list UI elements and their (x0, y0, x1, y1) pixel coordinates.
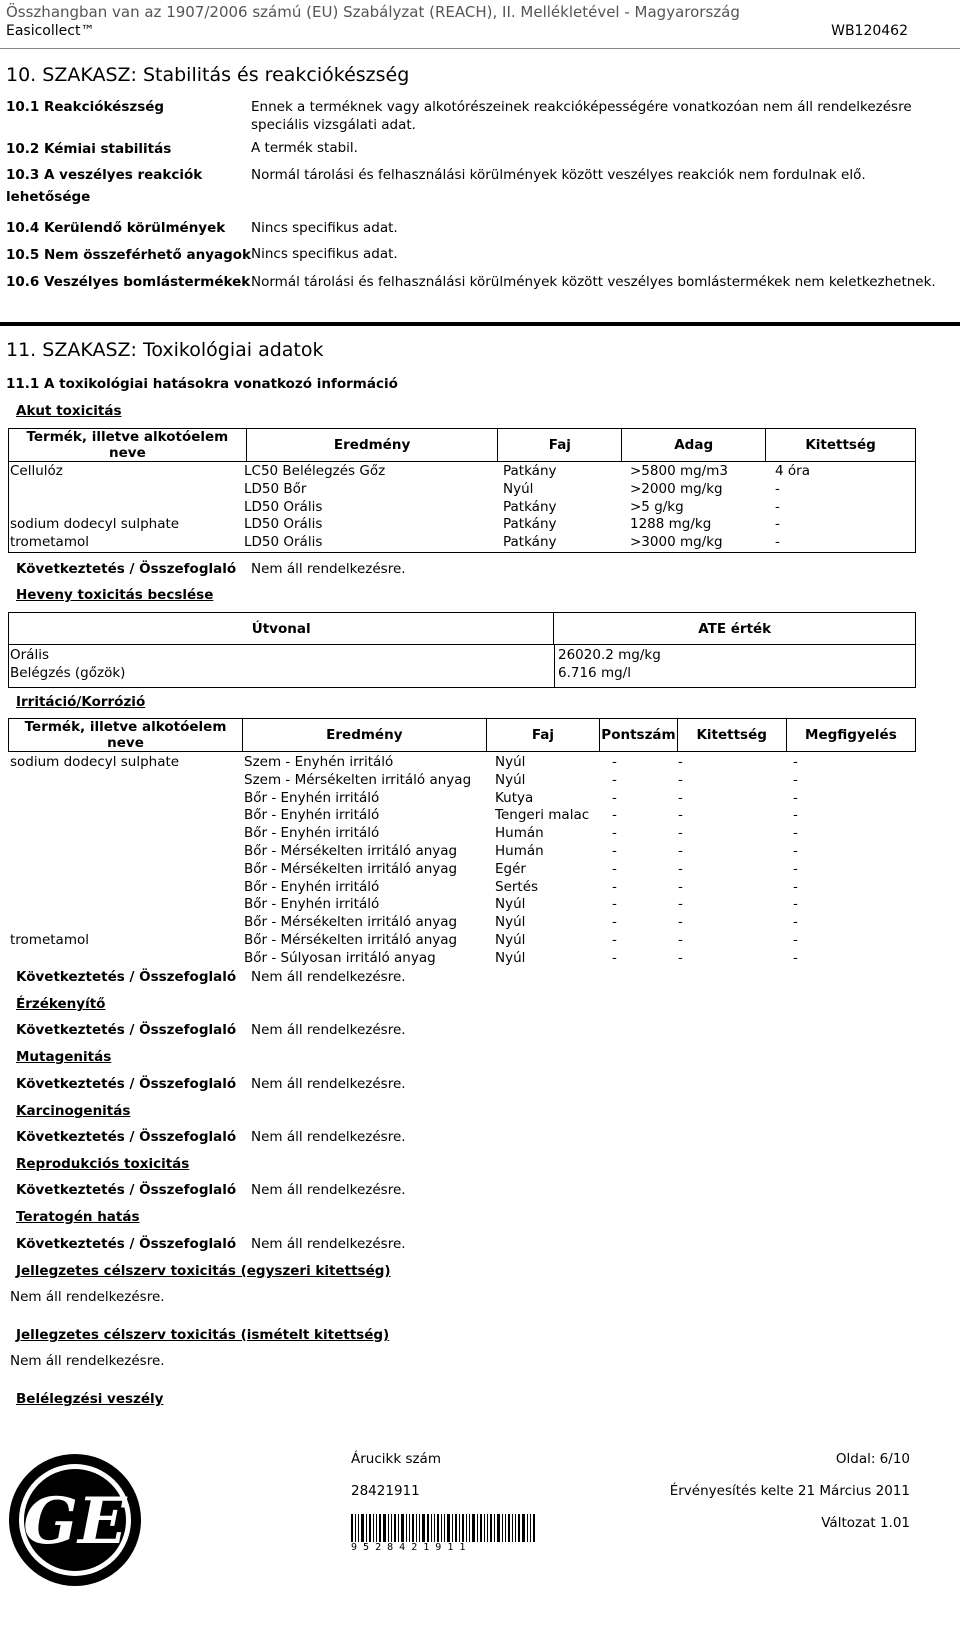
table-cell: Patkány (503, 534, 557, 551)
ate-heading: Heveny toxicitás becslése (16, 587, 214, 603)
reproductive-conclusion-value: Nem áll rendelkezésre. (251, 1182, 406, 1198)
barcode-bar (409, 1514, 410, 1542)
table-cell: Patkány (503, 498, 557, 515)
table-cell: trometamol (10, 931, 89, 948)
table-cell: Humán (495, 825, 544, 842)
table-cell: - (612, 878, 617, 895)
barcode-bar (441, 1514, 442, 1542)
barcode-bar (366, 1514, 367, 1542)
col-header-product: Termék, illetve alkotóelem neve (9, 719, 243, 752)
ate-header-table (8, 612, 916, 645)
ge-logo-icon (6, 1451, 144, 1589)
barcode-bar (477, 1514, 478, 1542)
table-cell (10, 772, 179, 790)
table-cell: - (612, 860, 617, 877)
barcode-bar (358, 1514, 359, 1542)
carcinogenicity-heading: Karcinogenitás (16, 1103, 131, 1119)
barcode-bar (480, 1514, 482, 1542)
s10-6-text: Normál tárolási és felhasználási körülmények között veszélyes bomlástermékek nem keletkezhetnek. (251, 274, 936, 290)
irritation-observation-column (793, 754, 798, 968)
acute-conclusion-label: Következtetés / Összefoglaló (16, 561, 237, 577)
acute-names-column (10, 463, 179, 552)
barcode-bar (527, 1514, 528, 1542)
col-header-result: Eredmény (246, 429, 498, 462)
table-cell: Patkány (503, 516, 557, 533)
version: Változat 1.01 (821, 1515, 910, 1531)
irritation-conclusion-label: Következtetés / Összefoglaló (16, 969, 237, 985)
barcode-bar (533, 1514, 535, 1542)
ate-body-frame (8, 644, 916, 688)
s10-2-text: A termék stabil. (251, 140, 358, 156)
section-10-title: 10. SZAKASZ: Stabilitás és reakciókészség (6, 64, 410, 86)
mutagenicity-conclusion-label: Következtetés / Összefoglaló (16, 1076, 237, 1092)
table-cell: Humán (495, 842, 544, 859)
s10-3-text: Normál tárolási és felhasználási körülmények között veszélyes reakciók nem fordulnak elő. (251, 167, 866, 183)
col-header-ate: ATE érték (554, 613, 916, 645)
barcode-bar (379, 1514, 381, 1542)
table-cell: 1288 mg/kg (630, 516, 712, 533)
table-cell: LD50 Orális (244, 534, 323, 551)
col-header-species: Faj (486, 719, 600, 752)
table-cell: - (612, 842, 617, 859)
table-cell: LD50 Orális (244, 498, 323, 515)
table-cell: Nyúl (495, 771, 526, 788)
table-cell: - (793, 807, 798, 824)
table-cell: Nyúl (503, 480, 534, 497)
barcode-bar (459, 1514, 460, 1542)
table-cell: Szem - Mérsékelten irritáló anyag (244, 771, 472, 788)
page-number: Oldal: 6/10 (835, 1451, 910, 1467)
barcode-bar (530, 1514, 531, 1542)
table-cell: - (793, 825, 798, 842)
barcode-bar (388, 1514, 389, 1542)
ate-column-divider (554, 644, 555, 688)
barcode-digits: 9 5 2 8 4 2 1 9 1 1 (351, 1542, 466, 1553)
table-cell (10, 896, 179, 914)
barcode-bar (505, 1514, 506, 1542)
product-code: WB120462 (831, 23, 908, 39)
carcinogenicity-conclusion-label: Következtetés / Összefoglaló (16, 1129, 237, 1145)
table-cell: sodium dodecyl sulphate (10, 516, 180, 533)
barcode-bar (419, 1514, 420, 1542)
barcode-bar (518, 1514, 520, 1542)
table-cell: Nyúl (495, 896, 526, 913)
header-divider (0, 48, 960, 49)
table-cell: - (612, 949, 617, 966)
table-cell: Cellulóz (10, 463, 63, 479)
s10-1-text-line2: speciális vizsgálati adat. (251, 117, 416, 133)
table-cell: Bőr - Mérsékelten irritáló anyag (244, 860, 458, 877)
table-cell: Bőr - Mérsékelten irritáló anyag (244, 931, 458, 948)
table-cell: Nyúl (495, 754, 526, 770)
table-cell: - (678, 754, 683, 770)
s10-4-text: Nincs specifikus adat. (251, 220, 398, 236)
s10-2-label: 10.2 Kémiai stabilitás (6, 141, 172, 157)
barcode-bar (369, 1514, 371, 1542)
barcode-bar (406, 1514, 407, 1542)
barcode-bar (422, 1514, 425, 1542)
table-cell: - (678, 771, 683, 788)
table-cell: - (793, 771, 798, 788)
table-cell: LC50 Belélegzés Gőz (244, 463, 386, 479)
table-cell: - (793, 896, 798, 913)
table-cell: - (612, 825, 617, 842)
table-cell: - (678, 825, 683, 842)
table-cell: - (793, 914, 798, 931)
table-cell: trometamol (10, 534, 89, 551)
s10-1-text-line1: Ennek a terméknek vagy alkotórészeinek reakcióképességére vonatkozóan nem áll rendelkezésre (251, 99, 912, 115)
barcode-bar (455, 1514, 457, 1542)
barcode-bar (508, 1514, 510, 1542)
irritation-species-column (495, 754, 589, 968)
barcode-bar (466, 1514, 467, 1542)
barcode-bar (431, 1514, 432, 1542)
reproductive-conclusion-label: Következtetés / Összefoglaló (16, 1182, 237, 1198)
s10-3-label-line2: lehetősége (6, 189, 91, 205)
col-header-observation: Megfigyelés (786, 719, 915, 752)
teratogenicity-heading: Teratogén hatás (16, 1209, 140, 1225)
table-cell (10, 481, 179, 499)
barcode-bar (398, 1514, 399, 1542)
table-cell (10, 499, 179, 517)
table-cell: Nyúl (495, 914, 526, 931)
barcode-bar (434, 1514, 435, 1542)
mutagenicity-heading: Mutagenitás (16, 1049, 112, 1065)
stot-single-heading: Jellegzetes célszerv toxicitás (egyszeri kitettség) (16, 1263, 391, 1279)
document-regulation-title: Összhangban van az 1907/2006 számú (EU) Szabályzat (REACH), II. Mellékletével - Magyarország (6, 3, 740, 21)
ate-routes-column (10, 647, 125, 683)
table-cell: Tengeri malac (495, 807, 590, 824)
acute-toxicity-heading: Akut toxicitás (16, 403, 122, 419)
teratogenicity-conclusion-value: Nem áll rendelkezésre. (251, 1236, 406, 1252)
table-cell: - (793, 842, 798, 859)
col-header-product: Termék, illetve alkotóelem neve (9, 429, 247, 462)
barcode-bar (361, 1514, 364, 1542)
table-cell: - (678, 914, 683, 931)
barcode-bar (469, 1514, 470, 1542)
col-header-dose: Adag (622, 429, 766, 462)
table-cell: - (678, 807, 683, 824)
barcode-bar (490, 1514, 492, 1542)
table-cell: >5800 mg/m3 (630, 463, 728, 479)
col-header-result: Eredmény (243, 719, 487, 752)
irritation-results-column (244, 754, 471, 968)
table-cell: - (678, 842, 683, 859)
section-11-title: 11. SZAKASZ: Toxikológiai adatok (6, 339, 324, 361)
reproductive-toxicity-heading: Reprodukciós toxicitás (16, 1156, 190, 1172)
sensitization-conclusion-value: Nem áll rendelkezésre. (251, 1022, 406, 1038)
barcode-bar (452, 1514, 453, 1542)
table-cell (10, 879, 179, 897)
table-cell: - (612, 914, 617, 931)
col-header-score: Pontszám (600, 719, 677, 752)
table-cell: - (793, 860, 798, 877)
barcode-bar (462, 1514, 464, 1542)
table-cell: Bőr - Enyhén irritáló (244, 789, 380, 806)
table-cell: >5 g/kg (630, 498, 684, 515)
stot-repeated-heading: Jellegzetes célszerv toxicitás (ismételt kitettség) (16, 1327, 390, 1343)
validity-date: Érvényesítés kelte 21 Március 2011 (669, 1483, 910, 1499)
table-cell: - (612, 789, 617, 806)
stot-repeated-value: Nem áll rendelkezésre. (10, 1353, 165, 1369)
barcode-bar (416, 1514, 417, 1542)
irritation-heading: Irritáció/Korrózió (16, 694, 146, 710)
acute-dose-column (630, 463, 728, 552)
barcode-bar (512, 1514, 513, 1542)
aspiration-hazard-heading: Belélegzési veszély (16, 1391, 164, 1407)
table-cell: - (678, 860, 683, 877)
product-name: Easicollect™ (6, 23, 95, 39)
barcode-bar (444, 1514, 445, 1542)
table-cell: Orális (10, 647, 49, 663)
barcode-bar (401, 1514, 404, 1542)
section-divider (0, 322, 960, 326)
table-cell: Egér (495, 860, 526, 877)
item-number: 28421911 (351, 1483, 420, 1499)
barcode-bar (437, 1514, 439, 1542)
s10-6-label: 10.6 Veszélyes bomlástermékek (6, 274, 251, 290)
item-number-label: Árucikk szám (351, 1451, 441, 1467)
table-cell: 26020.2 mg/kg (558, 647, 661, 663)
carcinogenicity-conclusion-value: Nem áll rendelkezésre. (251, 1129, 406, 1145)
table-cell: - (612, 754, 617, 770)
table-cell: - (612, 896, 617, 913)
acute-toxicity-header-table (8, 428, 916, 462)
table-cell (10, 861, 179, 879)
table-cell: - (793, 754, 798, 770)
col-header-exposure: Kitettség (677, 719, 786, 752)
acute-species-column (503, 463, 557, 552)
sensitization-heading: Érzékenyítő (16, 996, 106, 1012)
teratogenicity-conclusion-label: Következtetés / Összefoglaló (16, 1236, 237, 1252)
table-cell: Nyúl (495, 931, 526, 948)
table-cell: 6.716 mg/l (558, 664, 631, 681)
logo-text: GE (23, 1484, 127, 1559)
acute-exposure-column (775, 463, 810, 552)
table-cell: - (678, 896, 683, 913)
table-cell: - (678, 789, 683, 806)
col-header-route: Útvonal (9, 613, 554, 645)
s11-1-subtitle: 11.1 A toxikológiai hatásokra vonatkozó információ (6, 376, 398, 392)
table-cell: - (678, 949, 683, 966)
table-cell: Bőr - Mérsékelten irritáló anyag (244, 914, 458, 931)
table-cell: - (678, 931, 683, 948)
sensitization-conclusion-label: Következtetés / Összefoglaló (16, 1022, 237, 1038)
table-cell: Patkány (503, 463, 557, 479)
s10-5-label: 10.5 Nem összeférhető anyagok (6, 247, 252, 263)
table-cell: - (793, 789, 798, 806)
table-cell: Bőr - Enyhén irritáló (244, 825, 380, 842)
acute-conclusion-value: Nem áll rendelkezésre. (251, 561, 406, 577)
table-cell: - (775, 516, 780, 533)
table-cell (10, 825, 179, 843)
table-cell (10, 790, 179, 808)
table-cell: >3000 mg/kg (630, 534, 723, 551)
mutagenicity-conclusion-value: Nem áll rendelkezésre. (251, 1076, 406, 1092)
table-cell: Bőr - Enyhén irritáló (244, 896, 380, 913)
barcode-bar (355, 1514, 356, 1542)
barcode-bar (472, 1514, 475, 1542)
table-cell: - (775, 480, 780, 497)
table-cell (10, 950, 179, 968)
barcode-bar (383, 1514, 386, 1542)
table-cell: Sertés (495, 878, 539, 895)
table-cell: Bőr - Súlyosan irritáló anyag (244, 949, 436, 966)
barcode-bar (502, 1514, 503, 1542)
ate-values-column (558, 647, 661, 683)
barcode-bar (373, 1514, 374, 1542)
table-cell: Bőr - Enyhén irritáló (244, 878, 380, 895)
irritation-score-column (612, 754, 617, 968)
irritation-header-table (8, 718, 916, 752)
barcode-bar (391, 1514, 392, 1542)
barcode-bar (494, 1514, 495, 1542)
barcode-bar (394, 1514, 396, 1542)
table-cell: >2000 mg/kg (630, 480, 723, 497)
table-cell: Belégzés (gőzök) (10, 664, 126, 681)
table-cell: - (775, 498, 780, 515)
barcode-bar (447, 1514, 450, 1542)
irritation-names-column (10, 754, 179, 968)
table-cell: sodium dodecyl sulphate (10, 754, 180, 770)
col-header-exposure: Kitettség (766, 429, 916, 462)
barcode-bar (484, 1514, 485, 1542)
table-cell: - (793, 949, 798, 966)
s10-3-label-line1: 10.3 A veszélyes reakciók (6, 167, 203, 183)
table-cell: - (612, 807, 617, 824)
table-cell (10, 843, 179, 861)
irritation-exposure-column (678, 754, 683, 968)
barcode-bar (351, 1514, 353, 1542)
acute-results-column (244, 463, 385, 552)
table-cell: Kutya (495, 789, 534, 806)
table-cell: Bőr - Mérsékelten irritáló anyag (244, 842, 458, 859)
s10-4-label: 10.4 Kerülendő körülmények (6, 220, 226, 236)
table-cell: LD50 Orális (244, 516, 323, 533)
barcode-bar (487, 1514, 488, 1542)
barcode-bar (497, 1514, 500, 1542)
col-header-species: Faj (498, 429, 622, 462)
table-cell: 4 óra (775, 463, 810, 479)
table-cell: - (678, 878, 683, 895)
table-cell (10, 914, 179, 932)
table-cell: - (612, 771, 617, 788)
s10-1-label: 10.1 Reakciókészség (6, 99, 165, 115)
stot-single-value: Nem áll rendelkezésre. (10, 1289, 165, 1305)
barcode-bar (427, 1514, 429, 1542)
barcode-bar (376, 1514, 377, 1542)
s10-5-text: Nincs specifikus adat. (251, 246, 398, 262)
table-cell: Szem - Enyhén irritáló (244, 754, 394, 770)
irritation-conclusion-value: Nem áll rendelkezésre. (251, 969, 406, 985)
table-cell: - (793, 878, 798, 895)
barcode-bar (412, 1514, 414, 1542)
barcode-icon (351, 1514, 537, 1542)
table-cell: Nyúl (495, 949, 526, 966)
table-cell: Bőr - Enyhén irritáló (244, 807, 380, 824)
table-cell (10, 807, 179, 825)
barcode-bar (522, 1514, 525, 1542)
table-cell: - (775, 534, 780, 551)
table-cell: LD50 Bőr (244, 480, 307, 497)
table-cell: - (612, 931, 617, 948)
table-cell: - (793, 931, 798, 948)
barcode-bar (515, 1514, 516, 1542)
